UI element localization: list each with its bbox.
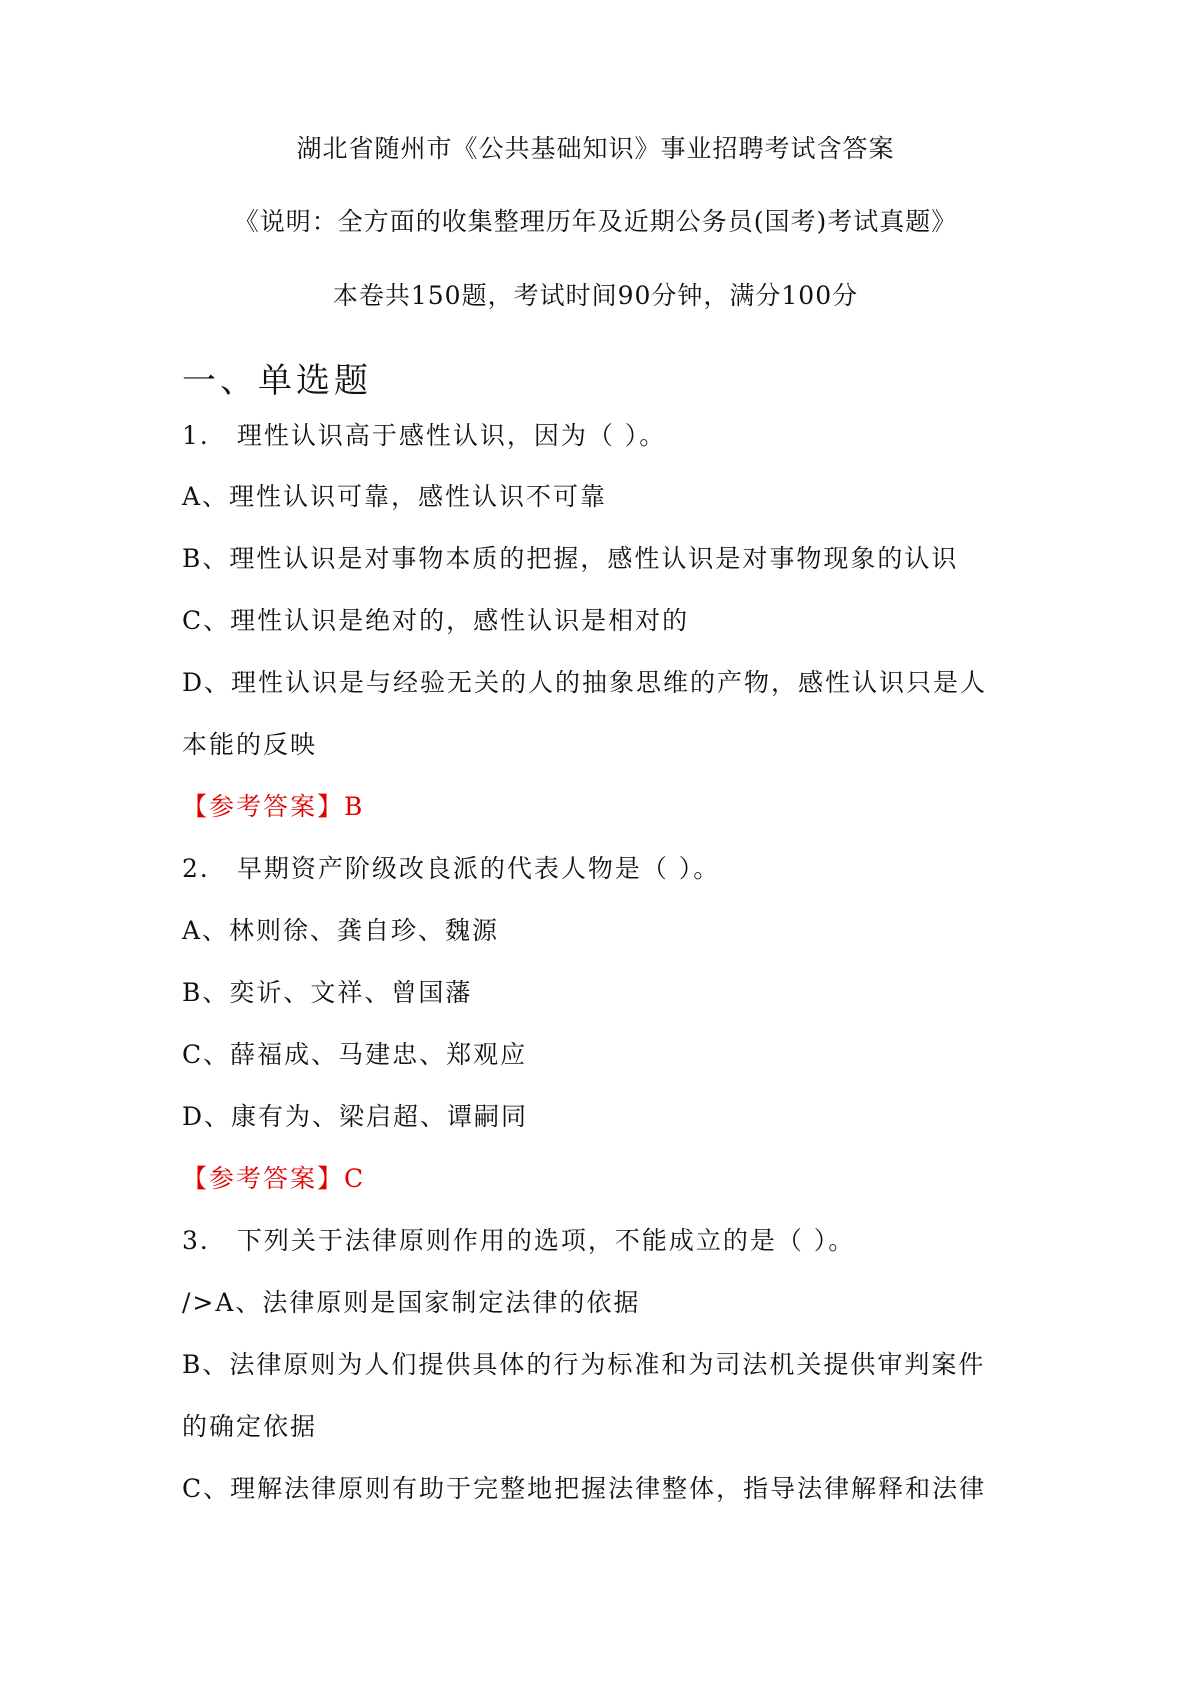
question-1-option-c: C、理性认识是绝对的，感性认识是相对的 (182, 606, 690, 635)
section-title: 一、单选题 (182, 361, 372, 401)
question-1-option-b: B、理性认识是对事物本质的把握，感性认识是对事物现象的认识 (182, 544, 959, 573)
exam-info: 本卷共150题，考试时间90分钟，满分100分 (332, 281, 859, 310)
question-3-stem: 3． 下列关于法律原则作用的选项，不能成立的是（ ）。 (182, 1226, 856, 1255)
question-1-option-d: D、理性认识是与经验无关的人的抽象思维的产物，感性认识只是人 (182, 668, 988, 697)
question-2-stem: 2． 早期资产阶级改良派的代表人物是（ ）。 (182, 854, 721, 883)
question-2-option-a: A、林则徐、龚自珍、魏源 (182, 916, 500, 945)
question-3-option-b-continued: 的确定依据 (182, 1412, 318, 1441)
question-1-stem: 1． 理性认识高于感性认识，因为（ ）。 (182, 421, 667, 450)
question-2-option-c: C、薛福成、马建忠、郑观应 (182, 1040, 528, 1069)
question-3-option-a: />A、法律原则是国家制定法律的依据 (182, 1288, 641, 1317)
question-2-option-d: D、康有为、梁启超、谭嗣同 (182, 1102, 529, 1131)
question-1-option-a: A、理性认识可靠，感性认识不可靠 (182, 482, 608, 511)
question-2-answer: 【参考答案】C (182, 1164, 366, 1193)
question-3-option-c: C、理解法律原则有助于完整地把握法律整体，指导法律解释和法律 (182, 1474, 987, 1503)
question-3-option-b: B、法律原则为人们提供具体的行为标准和为司法机关提供审判案件 (182, 1350, 986, 1379)
document-title: 湖北省随州市《公共基础知识》事业招聘考试含答案 (296, 134, 895, 163)
document-note: 《说明：全方面的收集整理历年及近期公务员(国考)考试真题》 (233, 207, 958, 236)
question-2-option-b: B、奕䜣、文祥、曾国藩 (182, 978, 473, 1007)
question-1-answer: 【参考答案】B (182, 792, 365, 821)
question-1-option-d-continued: 本能的反映 (182, 730, 318, 759)
